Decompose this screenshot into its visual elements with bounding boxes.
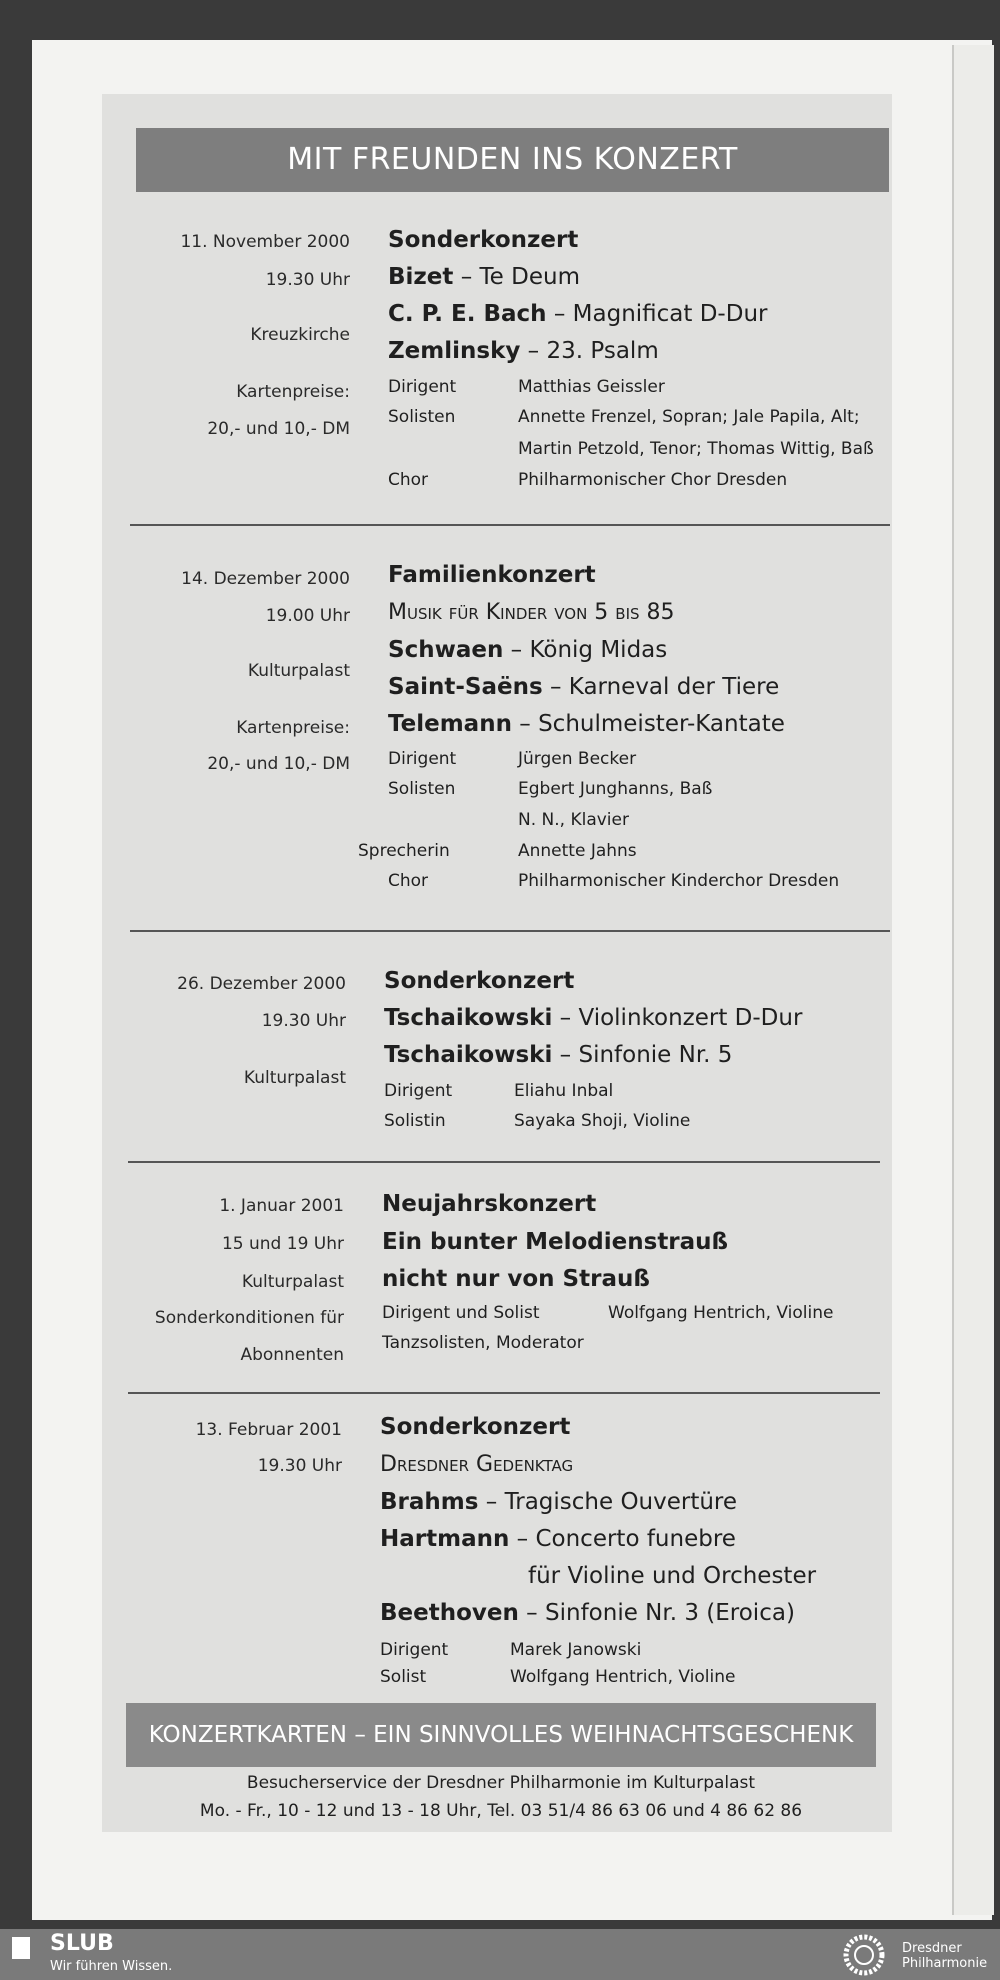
event-title: Neujahrskonzert (382, 1191, 597, 1217)
credit-name: Philharmonischer Chor Dresden (518, 470, 788, 490)
credit-name: Marek Janowski (510, 1640, 642, 1660)
event-price-label: Kartenpreise: (236, 718, 350, 738)
credit-name: Annette Jahns (518, 841, 637, 861)
piece: Te Deum (479, 264, 580, 290)
footer-banner: KONZERTKARTEN – EIN SINNVOLLES WEIHNACHTSGESCHENK (126, 1703, 876, 1767)
work-line: Brahms – Tragische Ouvertüre (380, 1489, 738, 1515)
credit-name: Philharmonischer Kinderchor Dresden (518, 871, 840, 891)
composer: Zemlinsky (388, 338, 521, 364)
work-line: Beethoven – Sinfonie Nr. 3 (Eroica) (380, 1600, 795, 1626)
partner-name-line1: Dresdner (902, 1941, 962, 1956)
work-line: Schwaen – König Midas (388, 637, 668, 663)
work-line: C. P. E. Bach – Magnificat D-Dur (388, 301, 768, 327)
dresdner-philharmonie-logo-icon (842, 1933, 886, 1977)
slub-logo-icon (12, 1937, 30, 1959)
event-venue: Kreuzkirche (250, 325, 350, 345)
composer: Bizet (388, 264, 454, 290)
credit-role: Dirigent (388, 377, 457, 397)
event-price: 20,- und 10,- DM (207, 419, 350, 439)
credit-role: Dirigent (388, 749, 457, 769)
composer: Beethoven (380, 1600, 519, 1626)
composer: Tschaikowski (384, 1005, 553, 1031)
credit-name: Annette Frenzel, Sopran; Jale Papila, Alt; (518, 407, 860, 427)
credit-role: Dirigent (380, 1640, 449, 1660)
event-conditions: Sonderkonditionen für (154, 1308, 344, 1328)
footer-hours: Mo. - Fr., 10 - 12 und 13 - 18 Uhr, Tel. 03 51/4 86 63 06 und 4 86 62 86 (199, 1801, 803, 1821)
divider (128, 1161, 880, 1163)
event-date: 14. Dezember 2000 (181, 569, 350, 589)
composer: Brahms (380, 1489, 479, 1515)
facing-page-edge (952, 45, 994, 1915)
credit-name: Martin Petzold, Tenor; Thomas Wittig, Baß (518, 439, 874, 459)
piece: König Midas (529, 637, 668, 663)
credit-name: Egbert Junghanns, Baß (518, 779, 713, 799)
event-subtitle: Dresdner Gedenktag (380, 1452, 574, 1477)
partner-name (902, 1941, 987, 1971)
event-date: 13. Februar 2001 (195, 1420, 342, 1440)
event-time: 19.30 Uhr (261, 1011, 346, 1031)
work-line: Bizet – Te Deum (388, 264, 580, 290)
credit-role: Chor (388, 470, 429, 490)
event-venue: Kulturpalast (247, 661, 350, 681)
credit-role: Solisten (388, 779, 456, 799)
piece: Magnificat D-Dur (572, 301, 768, 327)
partner-name-line2: Philharmonie (902, 1956, 988, 1971)
event-title-3: nicht nur von Strauß (382, 1266, 650, 1292)
piece: Karneval der Tiere (568, 674, 780, 700)
event-conditions-2: Abonnenten (240, 1345, 344, 1365)
credit-name: Matthias Geissler (518, 377, 665, 397)
work-line: Zemlinsky – 23. Psalm (388, 338, 659, 364)
composer: Telemann (388, 711, 512, 737)
piece: Tragische Ouvertüre (504, 1489, 738, 1515)
event-date: 1. Januar 2001 (219, 1196, 344, 1216)
piece: Concerto funebre (535, 1526, 736, 1552)
header-banner: MIT FREUNDEN INS KONZERT (136, 128, 889, 192)
work-line: Tschaikowski – Sinfonie Nr. 5 (384, 1042, 733, 1068)
credit-name: Wolfgang Hentrich, Violine (510, 1667, 736, 1687)
work-line: Telemann – Schulmeister-Kantate (388, 711, 785, 737)
event-title: Sonderkonzert (380, 1414, 571, 1440)
work-line: Tschaikowski – Violinkonzert D-Dur (384, 1005, 803, 1031)
composer: Hartmann (380, 1526, 510, 1552)
divider (130, 930, 890, 932)
divider (130, 524, 890, 526)
credit-role: Chor (388, 871, 429, 891)
credit-role: Sprecherin (358, 841, 450, 861)
piece: 23. Psalm (546, 338, 659, 364)
work-line: Hartmann – Concerto funebre (380, 1526, 736, 1552)
work-line: Saint-Saëns – Karneval der Tiere (388, 674, 780, 700)
credit-name: Sayaka Shoji, Violine (514, 1111, 691, 1131)
composer: Saint-Saëns (388, 674, 543, 700)
event-title: Familienkonzert (388, 562, 596, 588)
event-title: Sonderkonzert (388, 227, 579, 253)
credit-name: N. N., Klavier (518, 810, 629, 830)
event-time: 19.00 Uhr (265, 606, 350, 626)
credit-role: Solist (380, 1667, 427, 1687)
credit-name: Eliahu Inbal (514, 1081, 614, 1101)
composer: C. P. E. Bach (388, 301, 547, 327)
event-venue: Kulturpalast (241, 1272, 344, 1292)
credit-extra: Tanzsolisten, Moderator (382, 1333, 584, 1353)
piece: Sinfonie Nr. 3 (Eroica) (545, 1600, 795, 1626)
credit-role: Solisten (388, 407, 456, 427)
slub-tagline: Wir führen Wissen. (50, 1959, 173, 1974)
slub-name: SLUB (50, 1931, 114, 1956)
event-time: 19.30 Uhr (265, 270, 350, 290)
credit-role: Solistin (384, 1111, 446, 1131)
event-price-label: Kartenpreise: (236, 382, 350, 402)
event-date: 11. November 2000 (180, 232, 350, 252)
work-line-continued: für Violine und Orchester (528, 1563, 817, 1589)
event-date: 26. Dezember 2000 (177, 974, 346, 994)
divider (128, 1392, 880, 1394)
event-time: 15 und 19 Uhr (221, 1234, 344, 1254)
piece: Schulmeister-Kantate (538, 711, 785, 737)
event-subtitle: Musik für Kinder von 5 bis 85 (388, 600, 675, 625)
credit-name: Jürgen Becker (518, 749, 637, 769)
event-price: 20,- und 10,- DM (207, 754, 350, 774)
event-title-2: Ein bunter Melodienstrauß (382, 1229, 729, 1255)
composer: Tschaikowski (384, 1042, 553, 1068)
credit-name: Wolfgang Hentrich, Violine (608, 1303, 834, 1323)
footer-service: Besucherservice der Dresdner Philharmonie im Kulturpalast (246, 1773, 756, 1793)
composer: Schwaen (388, 637, 504, 663)
event-time: 19.30 Uhr (257, 1456, 342, 1476)
piece: Sinfonie Nr. 5 (578, 1042, 733, 1068)
credit-role: Dirigent und Solist (382, 1303, 540, 1323)
piece: Violinkonzert D-Dur (578, 1005, 803, 1031)
credit-role: Dirigent (384, 1081, 453, 1101)
event-title: Sonderkonzert (384, 968, 575, 994)
event-venue: Kulturpalast (243, 1068, 346, 1088)
